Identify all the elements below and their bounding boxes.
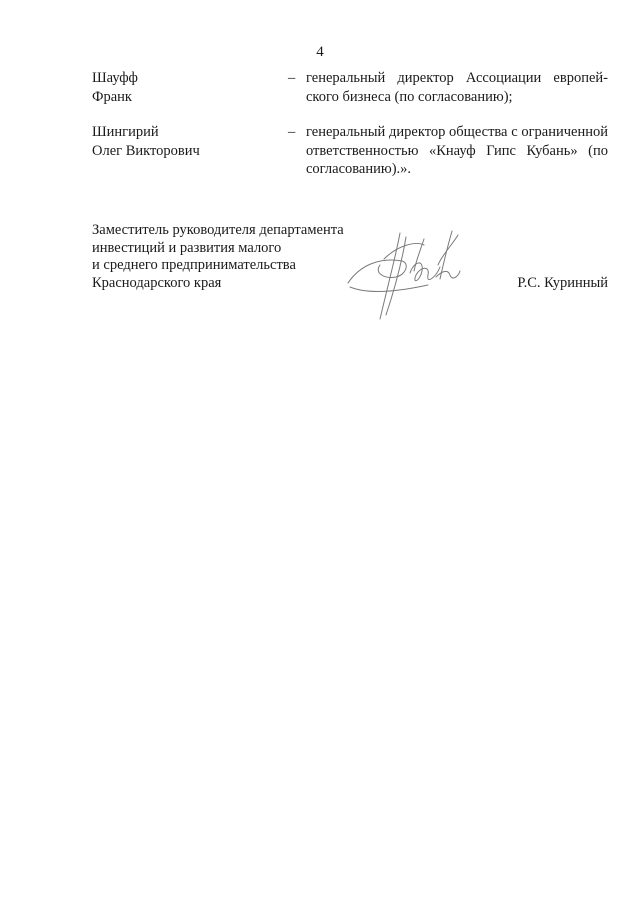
member-name	[92, 123, 282, 160]
handwritten-signature-icon	[340, 215, 470, 325]
member-given-name: Франк	[92, 88, 132, 105]
position-line: инвестиций и развития малого	[92, 239, 282, 256]
member-name	[92, 69, 282, 106]
position-line: и среднего предпринимательства	[92, 257, 296, 274]
member-dash: –	[288, 124, 296, 140]
member-dash: –	[288, 70, 296, 86]
member-surname: Шингирий	[92, 124, 159, 140]
member-given-name: Олег Викторович	[92, 142, 200, 159]
member-description: генеральный директор Ассоциации европей-ского бизнеса (по согласованию);	[306, 70, 608, 105]
member-description: генеральный директор общества с ограниченной ответственностью «Кнауф Гипс Кубань» (по согласованию).».	[306, 124, 608, 178]
position-line: Краснодарского края	[92, 274, 222, 291]
signer-name: Р.С. Куринный	[517, 275, 608, 291]
member-surname: Шауфф	[92, 70, 138, 86]
position-line: Заместитель руководителя департамента	[92, 222, 344, 238]
page-number: 4	[316, 44, 324, 60]
